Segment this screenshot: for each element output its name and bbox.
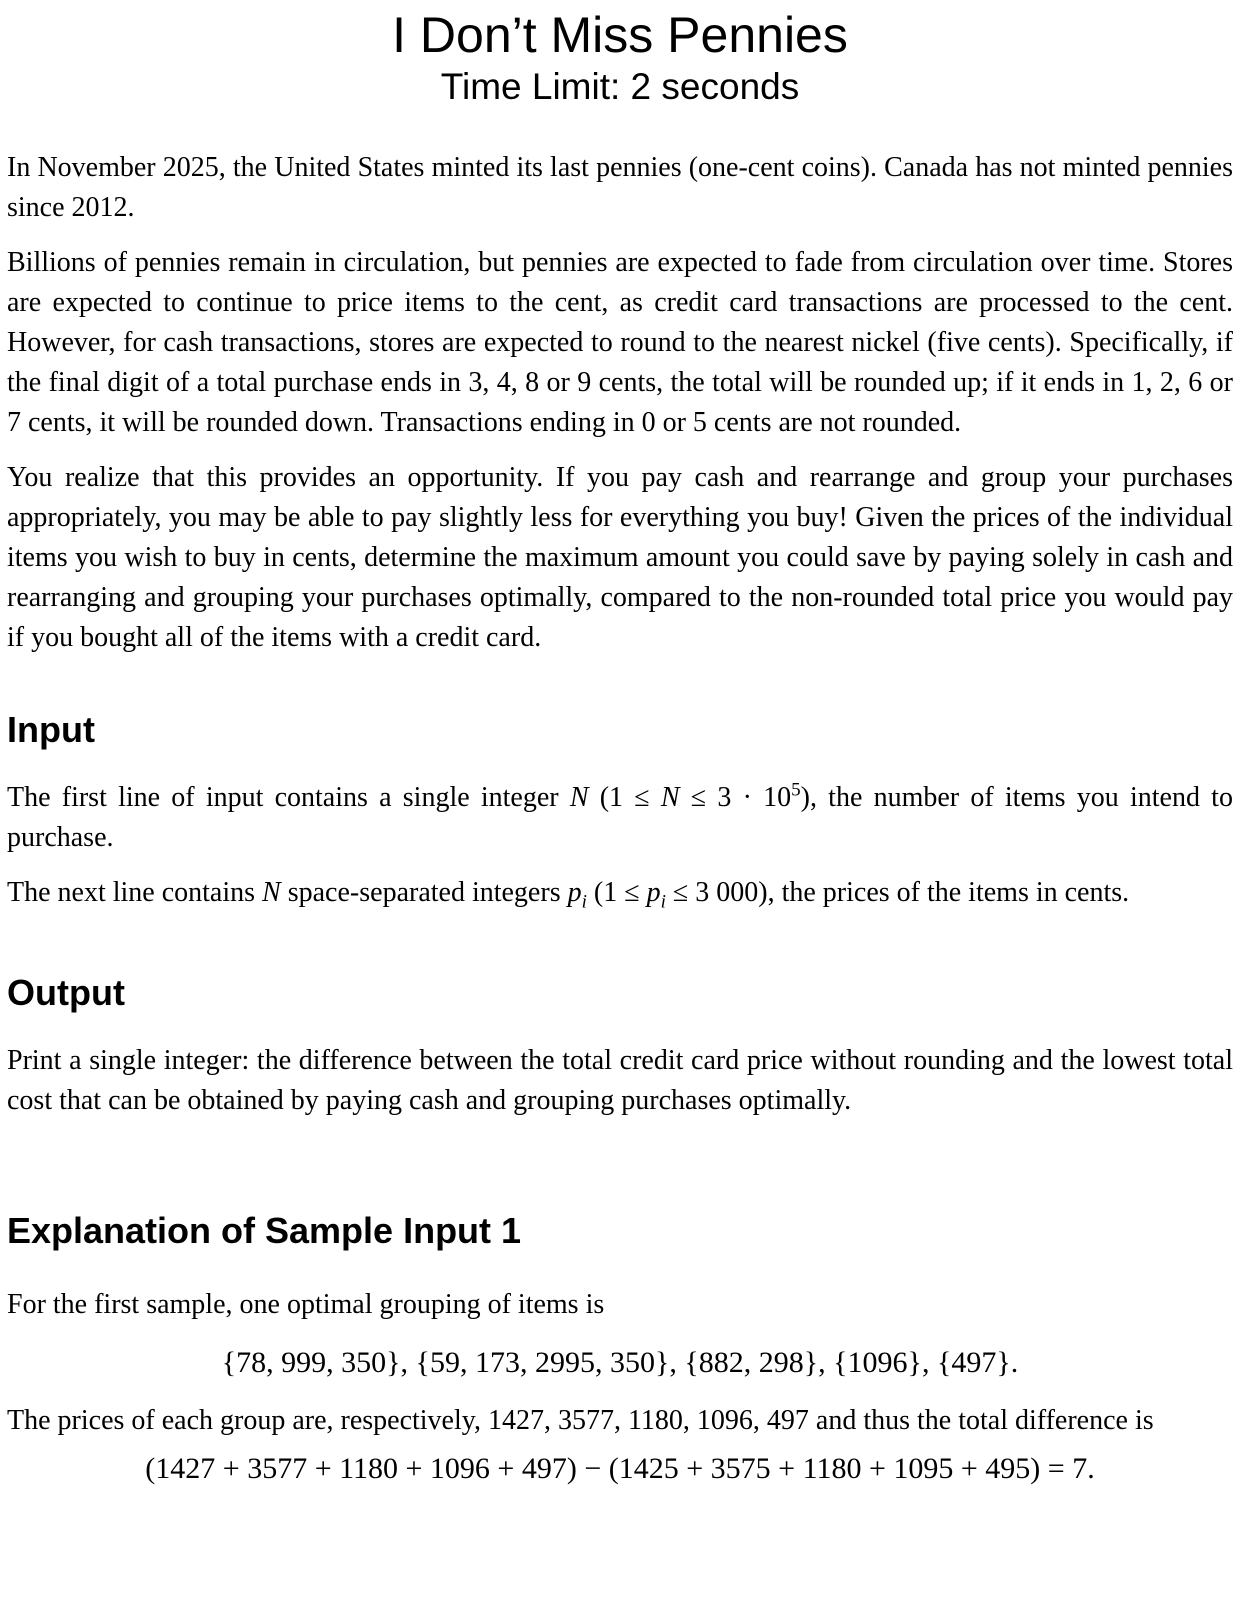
statement-paragraph-history: In November 2025, the United States minted its last pennies (one-cent coins). Canada has not minted pennies since 2012. — [7, 152, 1233, 223]
grouping-equation: {78, 999, 350}, {59, 173, 2995, 350}, {882, 298}, {1096}, {497}. — [221, 1346, 1019, 1379]
explanation-prices-text: The prices of each group are, respectively, 1427, 3577, 1180, 1096, 497 and thus the total difference is — [7, 1405, 1154, 1436]
output-heading: Output — [7, 972, 125, 1013]
statement-paragraph-rounding-rules: Billions of pennies remain in circulation, but pennies are expected to fade from circulation over time. Stores are expected to continue to price items to the cent, as credit card transactions are processed to the cent. However, for cash transactions, stores are expected to round to the nearest nickel (five cents). Specifically, if the final digit of a total purchase ends in 3, 4, 8 or 9 cents, the total will be rounded up; if it ends in 1, 2, 6 or 7 cents, it will be rounded down. Transactions ending in 0 or 5 cents are not rounded. — [7, 247, 1233, 438]
statement-paragraph-task: You realize that this provides an opportunity. If you pay cash and rearrange and group your purchases appropriately, you may be able to pay slightly less for everything you buy! Given the prices of the individual items you wish to buy in cents, determine the maximum amount you could save by paying solely in cash and rearranging and grouping your purchases optimally, compared to the non-rounded total price you would pay if you bought all of the items with a credit card. — [7, 462, 1233, 653]
title-block — [7, 6, 1233, 110]
input-paragraph-prices: The next line contains N space-separated integers $p_i$ ($1 \le p_i \le 3$ 000), the prices of the items in cents. — [7, 877, 1130, 913]
input-paragraph-n: The first line of input contains a single integer N $(1 \le N \le 3 \cdot 10^5)$, the number of items you intend to purchase. — [7, 779, 1233, 853]
explanation-intro: For the first sample, one optimal grouping of items is — [7, 1289, 605, 1320]
time-limit: Time Limit: 2 seconds — [440, 66, 800, 107]
output-paragraph: Print a single integer: the difference between the total credit card price without rounding and the lowest total cost that can be obtained by paying cash and grouping purchases optimally. — [7, 1045, 1233, 1116]
problem-title: I Don’t Miss Pennies — [392, 7, 848, 63]
difference-equation: (1427 + 3577 + 1180 + 1096 + 497) − (1425 + 3575 + 1180 + 1095 + 495) = 7. — [145, 1452, 1095, 1485]
input-heading: Input — [7, 709, 95, 750]
explanation-heading: Explanation of Sample Input 1 — [7, 1210, 522, 1251]
